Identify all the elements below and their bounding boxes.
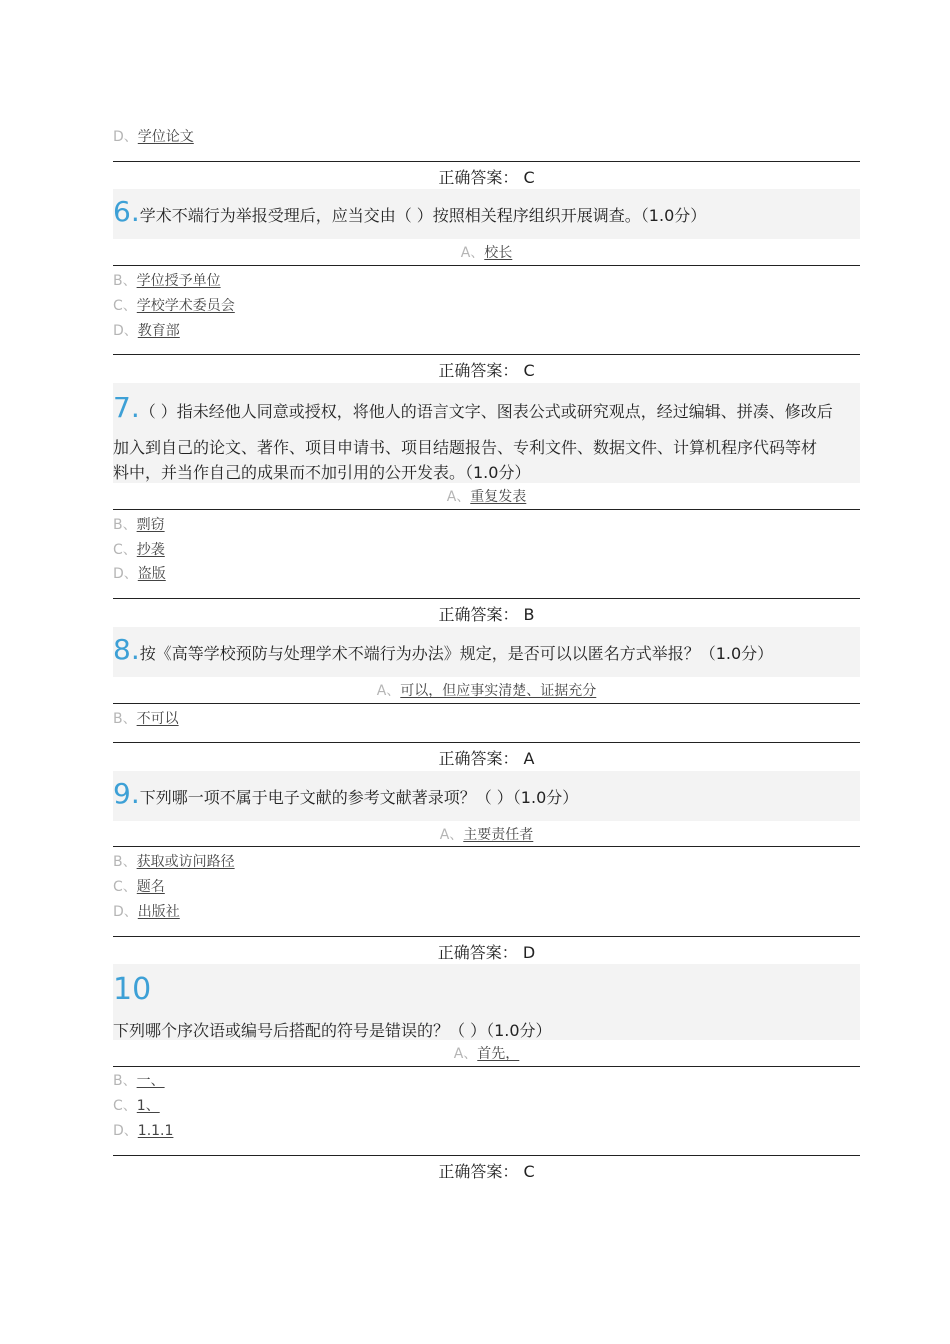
option-text: 不可以 [136,711,179,727]
divider [113,354,860,355]
option-c[interactable] [113,540,165,560]
correct-answer: 正确答案： C [438,361,535,380]
option-a[interactable] [113,243,860,263]
option-letter: B、 [113,273,137,289]
option-letter: B、 [113,854,137,870]
question-text-line-3: 料中，并当作自己的成果而不加引用的公开发表。（1.0分） [113,463,531,482]
option-d[interactable] [113,1121,173,1141]
option-text: 首先， [477,1046,520,1062]
option-text: 题名 [136,879,165,895]
question-text-line-1: （ ）指未经他人同意或授权，将他人的语言文字、图表公式或研究观点，经过编辑、拼凑、修改后 [139,402,833,421]
option-a[interactable] [113,825,860,845]
option-c[interactable] [113,877,165,897]
option-letter: D、 [113,323,138,339]
option-d[interactable] [113,564,166,584]
option-letter: B、 [113,517,137,533]
option-letter: A、 [460,245,485,261]
option-letter: C、 [113,298,137,314]
question-number: 9. [113,777,140,810]
option-letter: D、 [113,904,138,920]
correct-answer: 正确答案： C [438,1162,535,1181]
correct-answer: 正确答案： B [438,605,535,624]
option-text: 学校学术委员会 [136,298,235,314]
question-7 [113,383,860,483]
option-b[interactable] [113,515,165,535]
option-letter: C、 [113,542,137,558]
divider [113,509,860,510]
option-d[interactable] [113,127,194,147]
correct-answer: 正确答案： D [437,943,536,962]
divider [113,161,860,162]
question-8 [113,627,860,677]
option-a[interactable] [113,1044,860,1064]
question-number: 7. [113,391,140,424]
option-b[interactable] [113,1071,165,1091]
question-9 [113,771,860,821]
option-c[interactable] [113,296,235,316]
option-text: 1.1.1 [137,1123,174,1139]
option-letter: D、 [113,566,138,582]
question-10 [113,964,860,1040]
option-text: 获取或访问路径 [136,854,235,870]
question-text: 下列哪一项不属于电子文献的参考文献著录项？（ ）（1.0分） [139,788,579,807]
option-letter: C、 [113,879,137,895]
option-a[interactable] [113,681,860,701]
question-number: 10 [113,972,152,1007]
option-text: 盗版 [137,566,166,582]
divider [113,936,860,937]
option-b[interactable] [113,271,221,291]
option-text: 出版社 [137,904,180,920]
option-letter: A、 [376,683,401,699]
question-6 [113,189,860,239]
option-letter: B、 [113,711,137,727]
question-text: 下列哪个序次语或编号后搭配的符号是错误的？（ ）（1.0分） [113,1021,552,1040]
option-text: 1、 [136,1098,160,1114]
option-text: 可以，但应事实清楚、证据充分 [400,683,597,699]
divider [113,598,860,599]
divider [113,265,860,266]
divider [113,742,860,743]
option-text: 学位论文 [137,129,194,145]
option-text: 重复发表 [470,489,527,505]
question-text: 按《高等学校预防与处理学术不端行为办法》规定，是否可以以匿名方式举报？（1.0分） [139,644,774,663]
option-text: 剽窃 [136,517,165,533]
correct-answer: 正确答案： C [438,168,535,187]
divider [113,703,860,704]
option-text: 主要责任者 [463,827,534,843]
option-d[interactable] [113,321,180,341]
option-letter: D、 [113,129,138,145]
option-text: 抄袭 [136,542,165,558]
option-letter: A、 [453,1046,478,1062]
option-letter: B、 [113,1073,137,1089]
divider [113,846,860,847]
option-b[interactable] [113,709,179,729]
option-letter: A、 [446,489,471,505]
option-text: 教育部 [137,323,180,339]
option-text: 学位授予单位 [136,273,221,289]
option-d[interactable] [113,902,180,922]
question-text: 学术不端行为举报受理后，应当交由（ ）按照相关程序组织开展调查。（1.0分） [139,206,707,225]
divider [113,1155,860,1156]
option-letter: A、 [439,827,464,843]
question-number: 8. [113,633,140,666]
option-b[interactable] [113,852,235,872]
option-letter: D、 [113,1123,138,1139]
correct-answer: 正确答案： A [438,749,535,768]
option-letter: C、 [113,1098,137,1114]
option-text: 校长 [484,245,513,261]
option-c[interactable] [113,1096,160,1116]
option-a[interactable] [113,487,860,507]
option-text: 一、 [136,1073,165,1089]
divider [113,1066,860,1067]
question-number: 6. [113,195,140,228]
question-text-line-2: 加入到自己的论文、著作、项目申请书、项目结题报告、专利文件、数据文件、计算机程序代码等材 [113,438,818,457]
